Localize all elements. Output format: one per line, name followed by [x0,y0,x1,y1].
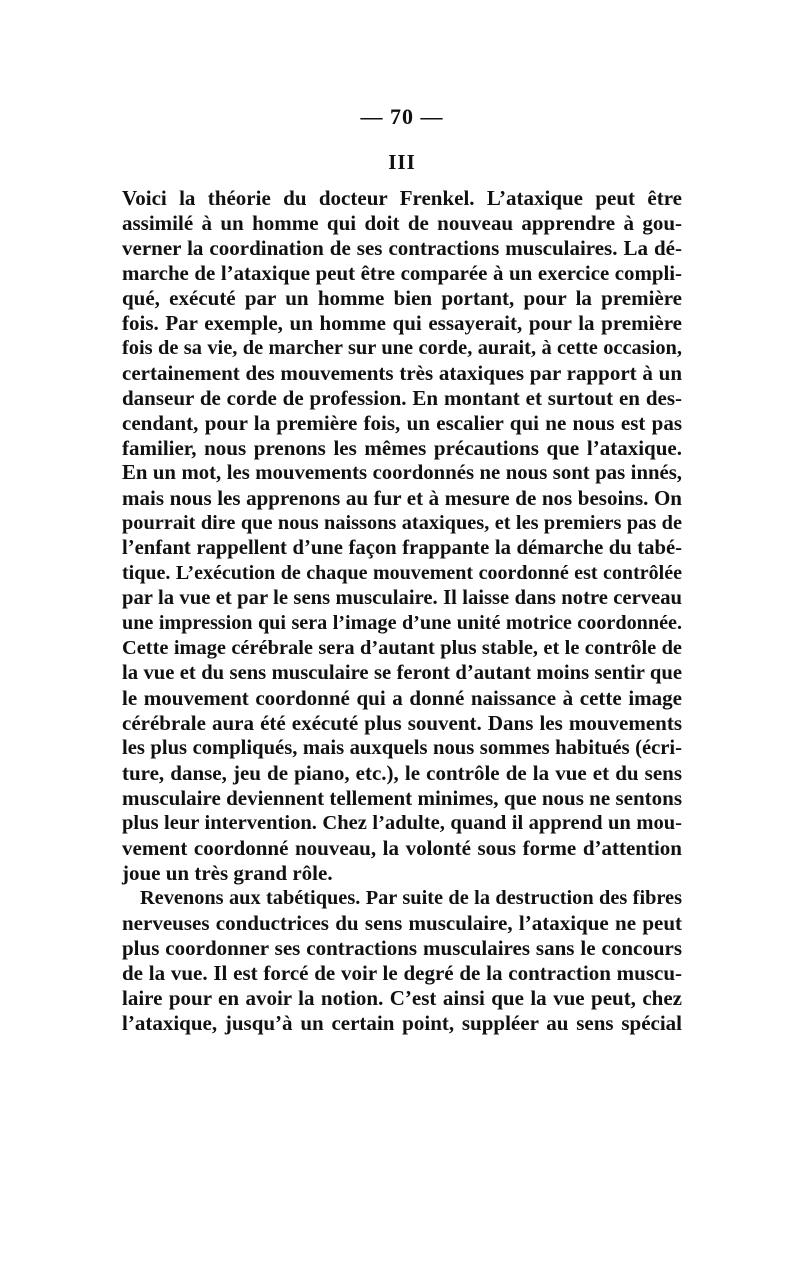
text-line: Voici la théorie du docteur Frenkel. L’ataxique peut être [122,186,682,210]
page-number: — 70 — [360,104,444,129]
text-line: les plus compliqués, mais auxquels nous sommes habitués (écri- [122,737,682,759]
text-line: cérébrale aura été exécuté plus souvent. Dans les mouvements [122,711,682,735]
text-line: laire pour en avoir la notion. C’est ainsi que la vue peut, chez [122,986,682,1010]
section-heading: III [388,150,416,174]
text-line: qué, exécuté par un homme bien portant, pour la première [122,286,682,310]
text-line: tique. L’exécution de chaque mouvement coordonné est contrôlée [122,562,682,584]
text-line: assimilé à un homme qui doit de nouveau apprendre à gou- [122,211,682,235]
text-line: fois. Par exemple, un homme qui essayerait, pour la première [122,311,682,335]
text-line: familier, nous prenons les mêmes précautions que l’ataxique. [122,436,682,460]
text-line: pourrait dire que nous naissons ataxiques, et les premiers pas de [122,512,682,534]
text-line: l’enfant rappellent d’une façon frappante la démarche du tabé- [122,537,682,559]
text-line: plus leur intervention. Chez l’adulte, quand il apprend un mou- [122,812,682,834]
text-line: une impression qui sera l’image d’une unité motrice coordonnée. [122,612,682,634]
text-line: par la vue et par le sens musculaire. Il laisse dans notre cerveau [122,587,682,609]
text-line: En un mot, les mouvements coordonnés ne nous sont pas innés, [122,462,682,484]
text-line: Cette image cérébrale sera d’autant plus stable, et le contrôle de [122,637,682,659]
text-line: certainement des mouvements très ataxiques par rapport à un [122,361,682,385]
text-line: joue un très grand rôle. [122,861,333,885]
text-line: la vue et du sens musculaire se feront d’autant moins sentir que [122,662,682,684]
text-line: mais nous les apprenons au fur et à mesure de nos besoins. On [122,486,682,510]
text-line: fois de sa vie, de marcher sur une corde, aurait, à cette occasion, [122,337,682,359]
text-line: Revenons aux tabétiques. Par suite de la destruction des fibres [140,887,682,909]
text-line: cendant, pour la première fois, un escalier qui ne nous est pas [122,411,682,435]
text-line: plus coordonner ses contractions musculaires sans le concours [122,936,682,960]
text-line: marche de l’ataxique peut être comparée à un exercice compli- [122,261,682,285]
body-text [122,186,682,1036]
text-line: musculaire deviennent tellement minimes, que nous ne sentons [122,786,682,810]
book-page [122,0,682,1262]
text-line: verner la coordination de ses contractions musculaires. La dé- [122,236,682,260]
text-line: l’ataxique, jusqu’à un certain point, suppléer au sens spécial [122,1011,682,1035]
text-line: le mouvement coordonné qui a donné naissance à cette image [122,686,682,710]
text-line: vement coordonné nouveau, la volonté sous forme d’attention [122,836,682,860]
text-line: de la vue. Il est forcé de voir le degré de la contraction muscu- [122,961,682,985]
text-line: nerveuses conductrices du sens musculaire, l’ataxique ne peut [122,911,682,935]
text-line: ture, danse, jeu de piano, etc.), le contrôle de la vue et du sens [122,761,682,785]
text-line: danseur de corde de profession. En montant et surtout en des- [122,386,682,410]
